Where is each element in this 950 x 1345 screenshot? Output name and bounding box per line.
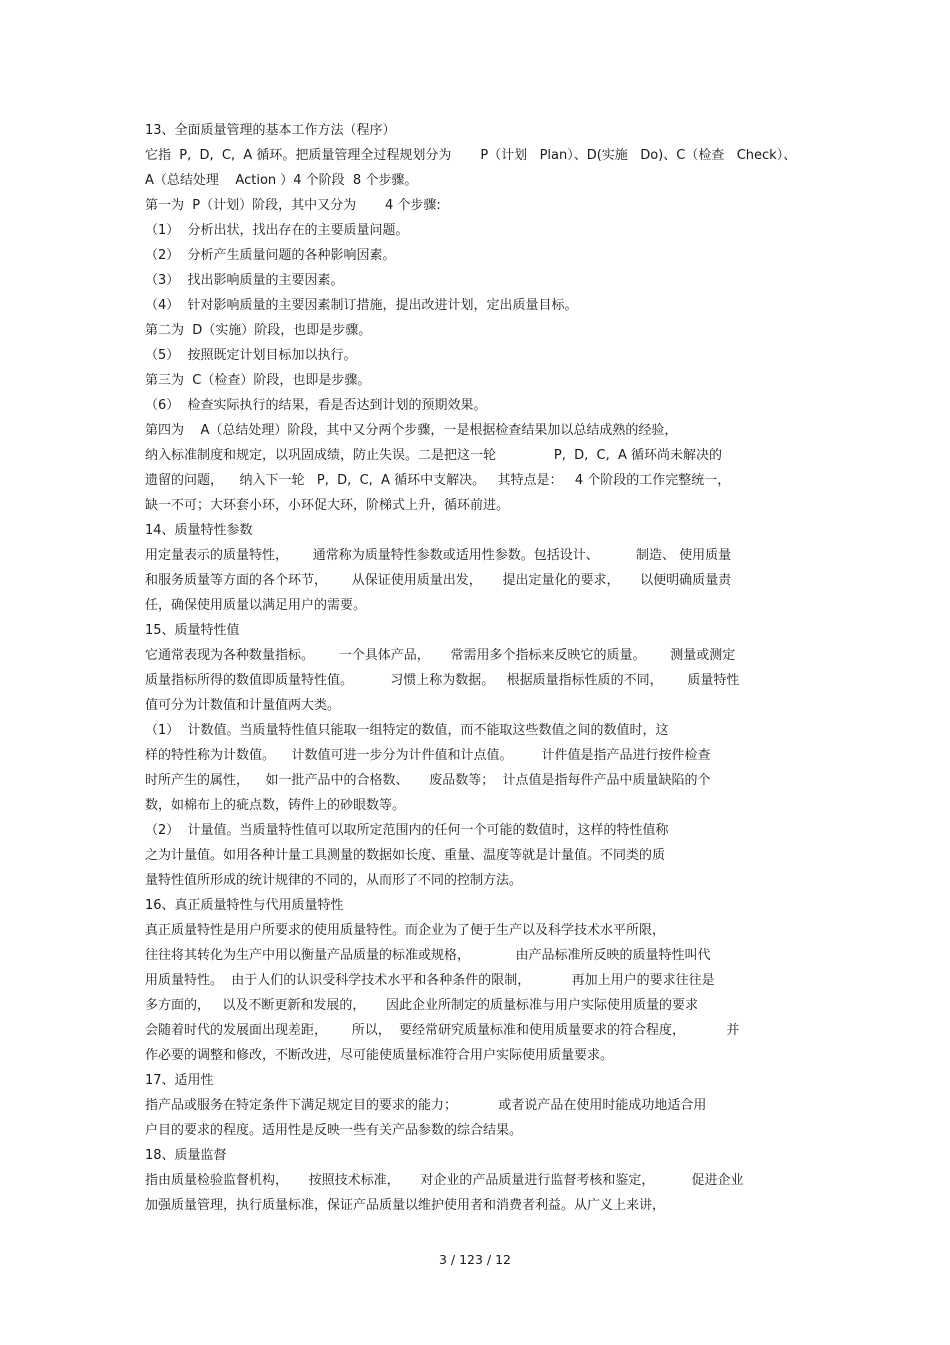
text-line: （2） 分析产生质量问题的各种影响因素。 [145, 248, 396, 263]
text-line: 往往将其转化为生产中用以衡量产品质量的标准或规格， 由产品标准所反映的质量特性叫代 [145, 948, 711, 963]
text-line: 样的特性称为计数值。 计数值可进一步分为计件值和计点值。 计件值是指产品进行按件检查 [145, 748, 711, 763]
text-line: A（总结处理 Action ）4 个阶段 8 个步骤。 [145, 173, 418, 188]
text-line: （5） 按照既定计划目标加以执行。 [145, 348, 357, 363]
text-line: 第一为 P（计划）阶段，其中又分为 4 个步骤: [145, 198, 441, 213]
text-line: 缺一不可；大环套小环，小环促大环，阶梯式上升，循环前进。 [145, 498, 510, 513]
text-line: 它指 P, D, C, A 循环。把质量管理全过程规划分为 P（计划 Plan）、D(实施 Do)、C（检查 Check）、 [145, 148, 797, 163]
text-line: 多方面的， 以及不断更新和发展的， 因此企业所制定的质量标准与用户实际使用质量的要求 [145, 998, 699, 1013]
text-line: 用定量表示的质量特性， 通常称为质量特性参数或适用性参数。包括设计、 制造、 使用质量 [145, 548, 732, 563]
text-line: 户目的要求的程度。适用性是反映一些有关产品参数的综合结果。 [145, 1123, 523, 1138]
text-line: 18、质量监督 [145, 1148, 227, 1163]
text-line: 遗留的问题， 纳入下一轮 P, D, C, A 循环中支解决。 其特点是： 4 个阶段的工作完整统一， [145, 473, 731, 488]
text-line: 17、适用性 [145, 1073, 214, 1088]
text-line: 纳入标准制度和规定，以巩固成绩，防止失误。二是把这一轮 P, D, C, A 循环尚未解决的 [145, 448, 722, 463]
document-body [145, 118, 810, 1218]
text-line: （3） 找出影响质量的主要因素。 [145, 273, 344, 288]
text-line: 15、质量特性值 [145, 623, 240, 638]
text-line: 第二为 D（实施）阶段，也即是步骤。 [145, 323, 372, 338]
text-line: 会随着时代的发展面出现差距， 所以， 要经常研究质量标准和使用质量要求的符合程度， 并 [145, 1023, 740, 1038]
text-line: 时所产生的属性， 如一批产品中的合格数、 废品数等； 计点值是指每件产品中质量缺陷的个 [145, 773, 711, 788]
text-line: 和服务质量等方面的各个环节， 从保证使用质量出发， 提出定量化的要求， 以便明确质量责 [145, 573, 732, 588]
text-line: （4） 针对影响质量的主要因素制订措施，提出改进计划，定出质量目标。 [145, 298, 578, 313]
text-line: 真正质量特性是用户所要求的使用质量特性。而企业为了便于生产以及科学技术水平所限， [145, 923, 666, 938]
text-line: 值可分为计数值和计量值两大类。 [145, 698, 341, 713]
text-line: （1） 分析出状，找出存在的主要质量问题。 [145, 223, 409, 238]
text-line: 数，如棉布上的疵点数，铸件上的砂眼数等。 [145, 798, 406, 813]
text-line: 质量指标所得的数值即质量特性值。 习惯上称为数据。 根据质量指标性质的不同， 质量特性 [145, 673, 740, 688]
text-line: 用质量特性。 由于人们的认识受科学技术水平和各种条件的限制， 再加上用户的要求往往是 [145, 973, 715, 988]
text-line: 14、质量特性参数 [145, 523, 253, 538]
text-line: 量特性值所形成的统计规律的不同的，从而形了不同的控制方法。 [145, 873, 523, 888]
text-line: 加强质量管理，执行质量标准，保证产品质量以维护使用者和消费者利益。从广义上来讲， [145, 1198, 666, 1213]
text-line: 13、全面质量管理的基本工作方法（程序） [145, 123, 396, 138]
text-line: 它通常表现为各种数量指标。 一个具体产品， 常需用多个指标来反映它的质量。 测量或测定 [145, 648, 736, 663]
text-line: 之为计量值。如用各种计量工具测量的数据如长度、重量、温度等就是计量值。不同类的质 [145, 848, 666, 863]
text-line: 作必要的调整和修改，不断改进，尽可能使质量标准符合用户实际使用质量要求。 [145, 1048, 614, 1063]
text-line: 指产品或服务在特定条件下满足规定目的要求的能力； 或者说产品在使用时能成功地适合用 [145, 1098, 707, 1113]
text-line: 指由质量检验监督机构， 按照技术标准， 对企业的产品质量进行监督考核和鉴定， 促进企业 [145, 1173, 744, 1188]
text-line: （2） 计量值。当质量特性值可以取所定范围内的任何一个可能的数值时，这样的特性值称 [145, 823, 669, 838]
page-number: 3 / 123 / 12 [438, 1252, 512, 1267]
text-line: 16、真正质量特性与代用质量特性 [145, 898, 344, 913]
text-line: 第四为 A（总结处理）阶段，其中又分两个步骤，一是根据检查结果加以总结成熟的经验， [145, 423, 678, 438]
text-line: （6） 检查实际执行的结果，看是否达到计划的预期效果。 [145, 398, 487, 413]
text-line: 任，确保使用质量以满足用户的需要。 [145, 598, 367, 613]
text-line: （1） 计数值。当质量特性值只能取一组特定的数值，而不能取这些数值之间的数值时，这 [145, 723, 669, 738]
text-line: 第三为 C（检查）阶段，也即是步骤。 [145, 373, 371, 388]
